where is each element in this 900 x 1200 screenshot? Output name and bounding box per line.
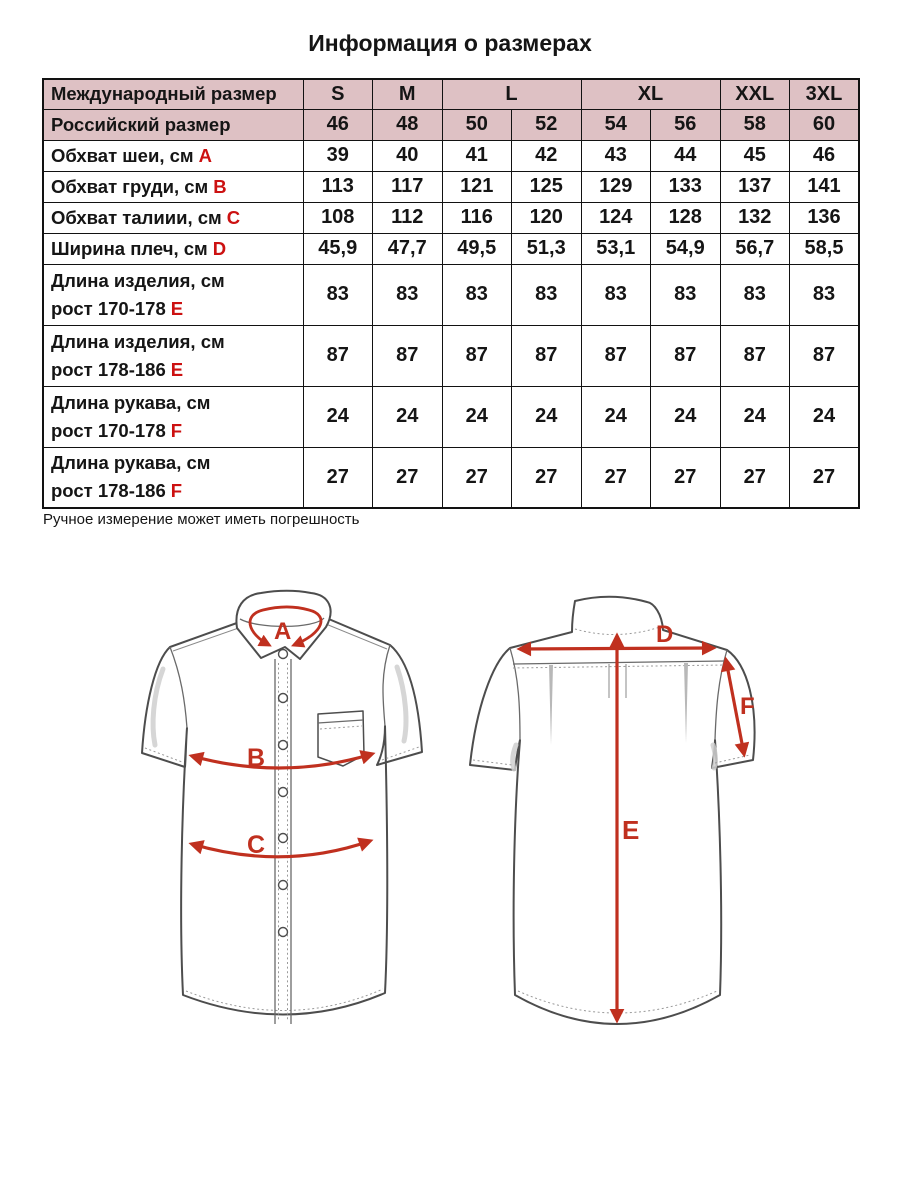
row-label-text: Ширина плеч, см [51,237,208,259]
row-label-text: рост 170-178 [51,419,166,441]
size-cell: 137 [720,171,790,202]
size-cell: 58 [720,109,790,140]
size-cell: 129 [581,171,651,202]
measure-letter: B [213,175,227,197]
table-row-chest [43,171,859,202]
size-cell: 24 [720,386,790,447]
row-label [43,325,303,386]
size-cell: 133 [651,171,721,202]
size-cell: 39 [303,140,373,171]
size-cell: 52 [512,109,582,140]
size-cell: 58,5 [790,233,860,264]
size-cell: 132 [720,202,790,233]
measure-label-d: D [656,621,674,648]
size-cell: M [373,79,443,109]
size-cell: 87 [373,325,443,386]
size-cell: 83 [720,264,790,325]
measure-letter: E [170,358,184,380]
measure-letter: E [170,297,184,319]
size-cell: 54 [581,109,651,140]
size-cell: 87 [651,325,721,386]
size-cell: 24 [581,386,651,447]
row-label-text: Длина изделия, см [51,269,225,291]
size-cell: L [442,79,581,109]
size-cell: 56 [651,109,721,140]
size-cell: 54,9 [651,233,721,264]
row-label-text: Обхват шеи, см [51,144,194,166]
table-row-russian-size [43,109,859,140]
size-cell: 83 [442,264,512,325]
size-cell: 87 [442,325,512,386]
size-cell: 40 [373,140,443,171]
shirt-back-diagram [463,583,803,1048]
table-row-sleeve-178 [43,447,859,508]
table-row-shoulders [43,233,859,264]
size-cell: 120 [512,202,582,233]
shirt-front-diagram [128,583,453,1053]
table-row-length-178 [43,325,859,386]
size-cell: 27 [651,447,721,508]
row-label [43,447,303,508]
size-cell: 87 [512,325,582,386]
size-cell: 108 [303,202,373,233]
row-label [43,171,303,202]
table-row-waist [43,202,859,233]
size-cell: 24 [651,386,721,447]
page-title: Информация о размерах [308,30,592,56]
measure-letter: A [198,144,212,166]
size-cell: 24 [303,386,373,447]
size-cell: S [303,79,373,109]
row-label-text: рост 170-178 [51,297,166,319]
shirt-back-outline [470,597,755,1024]
size-cell: 113 [303,171,373,202]
size-cell: 49,5 [442,233,512,264]
size-cell: 42 [512,140,582,171]
size-cell: 27 [442,447,512,508]
row-label-text: Обхват талиии, см [51,206,222,228]
size-cell: 51,3 [512,233,582,264]
measure-letter: F [170,480,183,502]
size-cell: 121 [442,171,512,202]
row-label: Международный размер [43,79,303,109]
row-label-text: рост 178-186 [51,480,166,502]
size-cell: 136 [790,202,860,233]
row-label-text: Обхват груди, см [51,175,209,197]
size-cell: 27 [373,447,443,508]
size-cell: 3XL [790,79,860,109]
size-cell: 112 [373,202,443,233]
size-cell: 124 [581,202,651,233]
size-cell: 24 [442,386,512,447]
size-cell: 117 [373,171,443,202]
measure-label-e: E [622,815,640,845]
measurement-note: Ручное измерение может иметь погрешность [43,511,360,528]
row-label [43,264,303,325]
size-cell: 141 [790,171,860,202]
row-label-text: Длина изделия, см [51,330,225,352]
size-cell: 24 [512,386,582,447]
size-cell: 83 [303,264,373,325]
measure-label-c: C [247,831,266,859]
size-cell: 83 [581,264,651,325]
size-cell: 87 [720,325,790,386]
size-cell: 46 [790,140,860,171]
size-cell: 50 [442,109,512,140]
row-label [43,386,303,447]
size-table [42,78,860,509]
size-cell: 83 [651,264,721,325]
row-label [43,202,303,233]
size-cell: 87 [790,325,860,386]
size-cell: 45,9 [303,233,373,264]
measure-letter: D [212,237,227,259]
size-cell: 87 [303,325,373,386]
size-cell: 53,1 [581,233,651,264]
row-label-text: Длина рукава, см [51,452,211,474]
measure-label-f: F [740,693,755,720]
size-cell: 27 [790,447,860,508]
size-cell: 83 [373,264,443,325]
size-cell: 44 [651,140,721,171]
size-cell: 43 [581,140,651,171]
size-cell: 47,7 [373,233,443,264]
table-row-international-size [43,79,859,109]
size-cell: 116 [442,202,512,233]
size-cell: 24 [373,386,443,447]
size-cell: 27 [720,447,790,508]
size-cell: 46 [303,109,373,140]
size-cell: 27 [581,447,651,508]
row-label [43,233,303,264]
table-row-length-170 [43,264,859,325]
row-label: Российский размер [43,109,303,140]
size-cell: 128 [651,202,721,233]
size-cell: 60 [790,109,860,140]
size-cell: XL [581,79,720,109]
measure-letter: F [170,419,183,441]
row-label [43,140,303,171]
size-cell: 125 [512,171,582,202]
table-row-neck [43,140,859,171]
size-cell: 41 [442,140,512,171]
row-label-text: Длина рукава, см [51,391,211,413]
size-cell: 45 [720,140,790,171]
size-cell: 48 [373,109,443,140]
size-cell: XXL [720,79,790,109]
table-row-sleeve-170 [43,386,859,447]
measure-letter: C [226,206,241,228]
shirt-front-outline [142,617,422,1024]
size-cell: 56,7 [720,233,790,264]
size-cell: 27 [303,447,373,508]
size-cell: 27 [512,447,582,508]
size-cell: 83 [512,264,582,325]
row-label-text: рост 178-186 [51,358,166,380]
measure-label-a: A [274,618,292,645]
size-cell: 87 [581,325,651,386]
measure-label-b: B [247,744,266,772]
size-cell: 24 [790,386,860,447]
size-cell: 83 [790,264,860,325]
